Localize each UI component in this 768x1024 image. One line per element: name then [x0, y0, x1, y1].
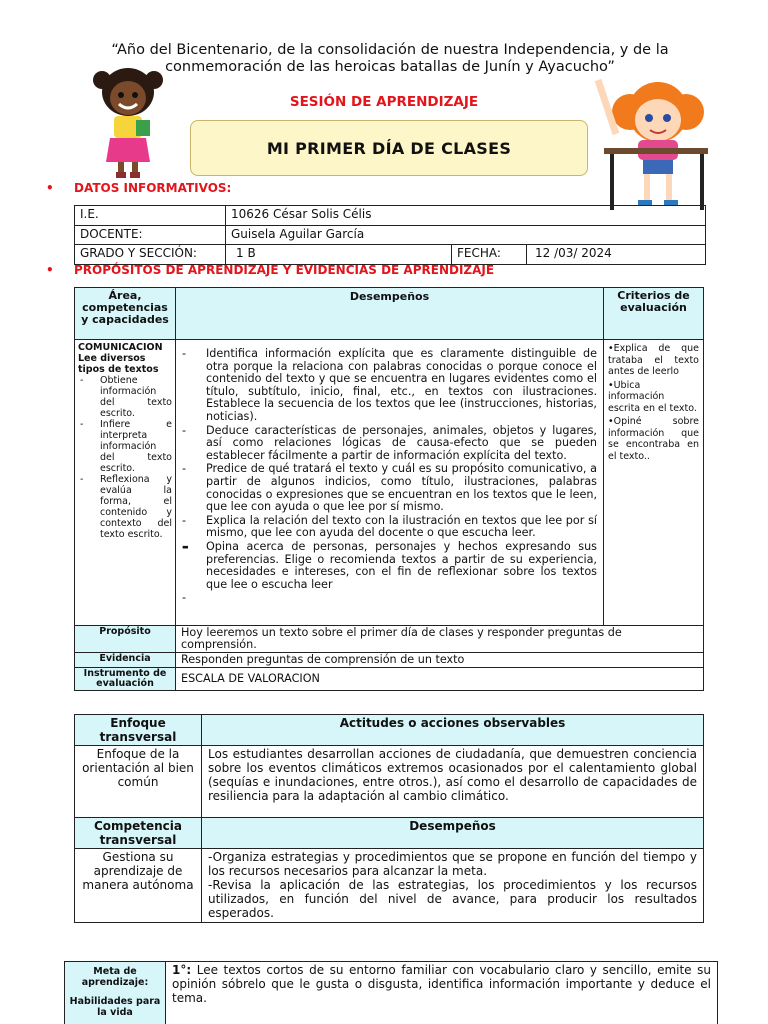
competencia-name: Lee diversos tipos de textos [78, 353, 159, 375]
desempenos-cell [176, 340, 604, 626]
col-actitudes: Actitudes o acciones observables [202, 715, 704, 746]
meta-label-cell [65, 962, 166, 1024]
grado-label: GRADO Y SECCIÓN: [75, 245, 226, 265]
table-header-row [75, 818, 704, 849]
col-criterios: Criterios de evaluación [604, 288, 704, 340]
table-row [75, 626, 704, 653]
proposito-value: Hoy leeremos un texto sobre el primer día de clases y responder preguntas de comprensión. [176, 626, 704, 653]
area-name: COMUNICACION [78, 342, 163, 353]
criterios-cell [604, 340, 704, 626]
enfoque-text: Los estudiantes desarrollan acciones de ciudadanía, que demuestren conciencia sobre los eventos climáticos extremos ocasionados por el calentamiento global (sequías e inundaciones, entre otros.), así como el desarrollo de capacidades de resiliencia para la adaptación al cambio climático. [202, 746, 704, 818]
propositos-table [74, 287, 704, 691]
capacidades-list [78, 375, 172, 540]
instrumento-label: Instrumento de evaluación [75, 668, 176, 691]
competencia-desempenos [202, 849, 704, 923]
table-header-row [75, 288, 704, 340]
proposito-label: Propósito [75, 626, 176, 653]
list-item: - [182, 591, 187, 605]
meta-table [64, 961, 718, 1024]
criterio-item: •Explica de que trataba el texto antes de leerlo [608, 343, 699, 377]
meta-text: Lee textos cortos de su entorno familiar con vocabulario claro y sencillo, emite su opinión sóbrelo que le gusta o disgusta, identifica información importante y deduce el tema. [172, 963, 711, 1005]
meta-number: 1°: [172, 963, 192, 977]
girl-at-desk-illustration [588, 72, 718, 216]
instrumento-value: ESCALA DE VALORACION [176, 668, 704, 691]
ie-value: 10626 César Solis Célis [226, 206, 706, 226]
list-item: - Infiere e interpreta información del texto escrito. [78, 419, 172, 474]
girl-with-books-illustration [88, 62, 168, 182]
list-item: - Predice de qué tratará el texto y cuál es su propósito comunicativo, a partir de algunos indicios, como título, ilustraciones, palabras conocidas o expresiones que se encuentran en los textos que le leen, que lee con ayuda o que lee por sí mismo. [182, 462, 597, 514]
list-item: - Explica la relación del texto con la ilustración en textos que lee por sí mismo, que lee con ayuda del docente o que escucha leer. [182, 513, 597, 540]
session-label: SESIÓN DE APRENDIZAJE [289, 94, 479, 110]
table-row [75, 340, 704, 626]
propositos-heading: • PROPÓSITOS DE APRENDIZAJE Y EVIDENCIAS DE APRENDIZAJE [46, 263, 495, 277]
table-row [75, 668, 704, 691]
datos-heading: • DATOS INFORMATIVOS: [46, 181, 232, 195]
list-item: - Obtiene información del texto escrito. [78, 375, 172, 419]
ie-label: I.E. [75, 206, 226, 226]
session-title: MI PRIMER DÍA DE CLASES [266, 138, 512, 158]
table-row [75, 225, 706, 245]
table-row [75, 206, 706, 226]
list-item: - Deduce características de personajes, animales, objetos y lugares, así como relaciones lógicas de causa-efecto que se pueden establecer fácilmente a partir de información explícita del texto. [182, 423, 597, 462]
table-header-row [75, 715, 704, 746]
header-quote: “Año del Bicentenario, de la consolidación de nuestra Independencia, y de la conmemoración de las heroicas batallas de Junín y Ayacucho” [111, 42, 669, 75]
grado-value: 1 B [226, 245, 452, 265]
table-row [75, 245, 706, 265]
docente-value: Guisela Aguilar García [226, 225, 706, 245]
evidencia-value: Responden preguntas de comprensión de un texto [176, 653, 704, 668]
criterio-item: •Opiné sobre información que se encontraba en el texto.. [608, 416, 699, 462]
table-row [65, 962, 718, 1024]
area-cell [75, 340, 176, 626]
list-item: -Organiza estrategias y procedimientos que se propone en función del tiempo y los recursos necesarios para alcanzar la meta. [208, 850, 697, 878]
meta-text-cell [166, 962, 718, 1024]
col-area: Área, competencias y capacidades [75, 288, 176, 340]
col-competencia: Competencia transversal [75, 818, 202, 849]
list-item: -Revisa la aplicación de las estrategias, los procedimientos y los recursos utilizados, en función del nivel de avance, para producir los resultados esperados. [208, 878, 697, 920]
list-item: - Identifica información explícita que es claramente distinguible de otra porque la relaciona con palabras conocidas o porque conoce el contenido del texto y que se encuentra en lugares evidentes como el título, subtítulo, inicio, final, etc., en textos con ilustraciones. Establece la secuencia de los textos que lee (instrucciones, historias, noticias). [182, 347, 597, 423]
list-item: - Reflexiona y evalúa la forma, el contenido y contexto del texto escrito. [78, 474, 172, 540]
col-comp-desempenos: Desempeños [202, 818, 704, 849]
fecha-label: FECHA: [452, 245, 527, 265]
col-enfoque: Enfoque transversal [75, 715, 202, 746]
table-row [75, 849, 704, 923]
enfoque-name: Enfoque de la orientación al bien común [75, 746, 202, 818]
list-item: ▬ Opina acerca de personas, personajes y hechos expresando sus preferencias. Elige o recomienda textos a partir de su experiencia, necesidades e intereses, con el fin de reflexionar sobre los textos que lee o escucha leer [182, 539, 597, 591]
evidencia-label: Evidencia [75, 653, 176, 668]
docente-label: DOCENTE: [75, 225, 226, 245]
session-title-box [190, 120, 588, 176]
datos-table [74, 205, 706, 265]
competencia-name: Gestiona su aprendizaje de manera autónoma [75, 849, 202, 923]
table-row [75, 653, 704, 668]
enfoque-table [74, 714, 704, 923]
meta-label: Meta de aprendizaje: [81, 966, 149, 988]
table-row [75, 746, 704, 818]
criterio-item: •Ubica información escrita en el texto. [608, 379, 697, 414]
col-desempenos: Desempeños [176, 288, 604, 340]
habilidades-label: Habilidades para la vida [69, 996, 161, 1018]
fecha-value: 12 /03/ 2024 [527, 245, 706, 265]
